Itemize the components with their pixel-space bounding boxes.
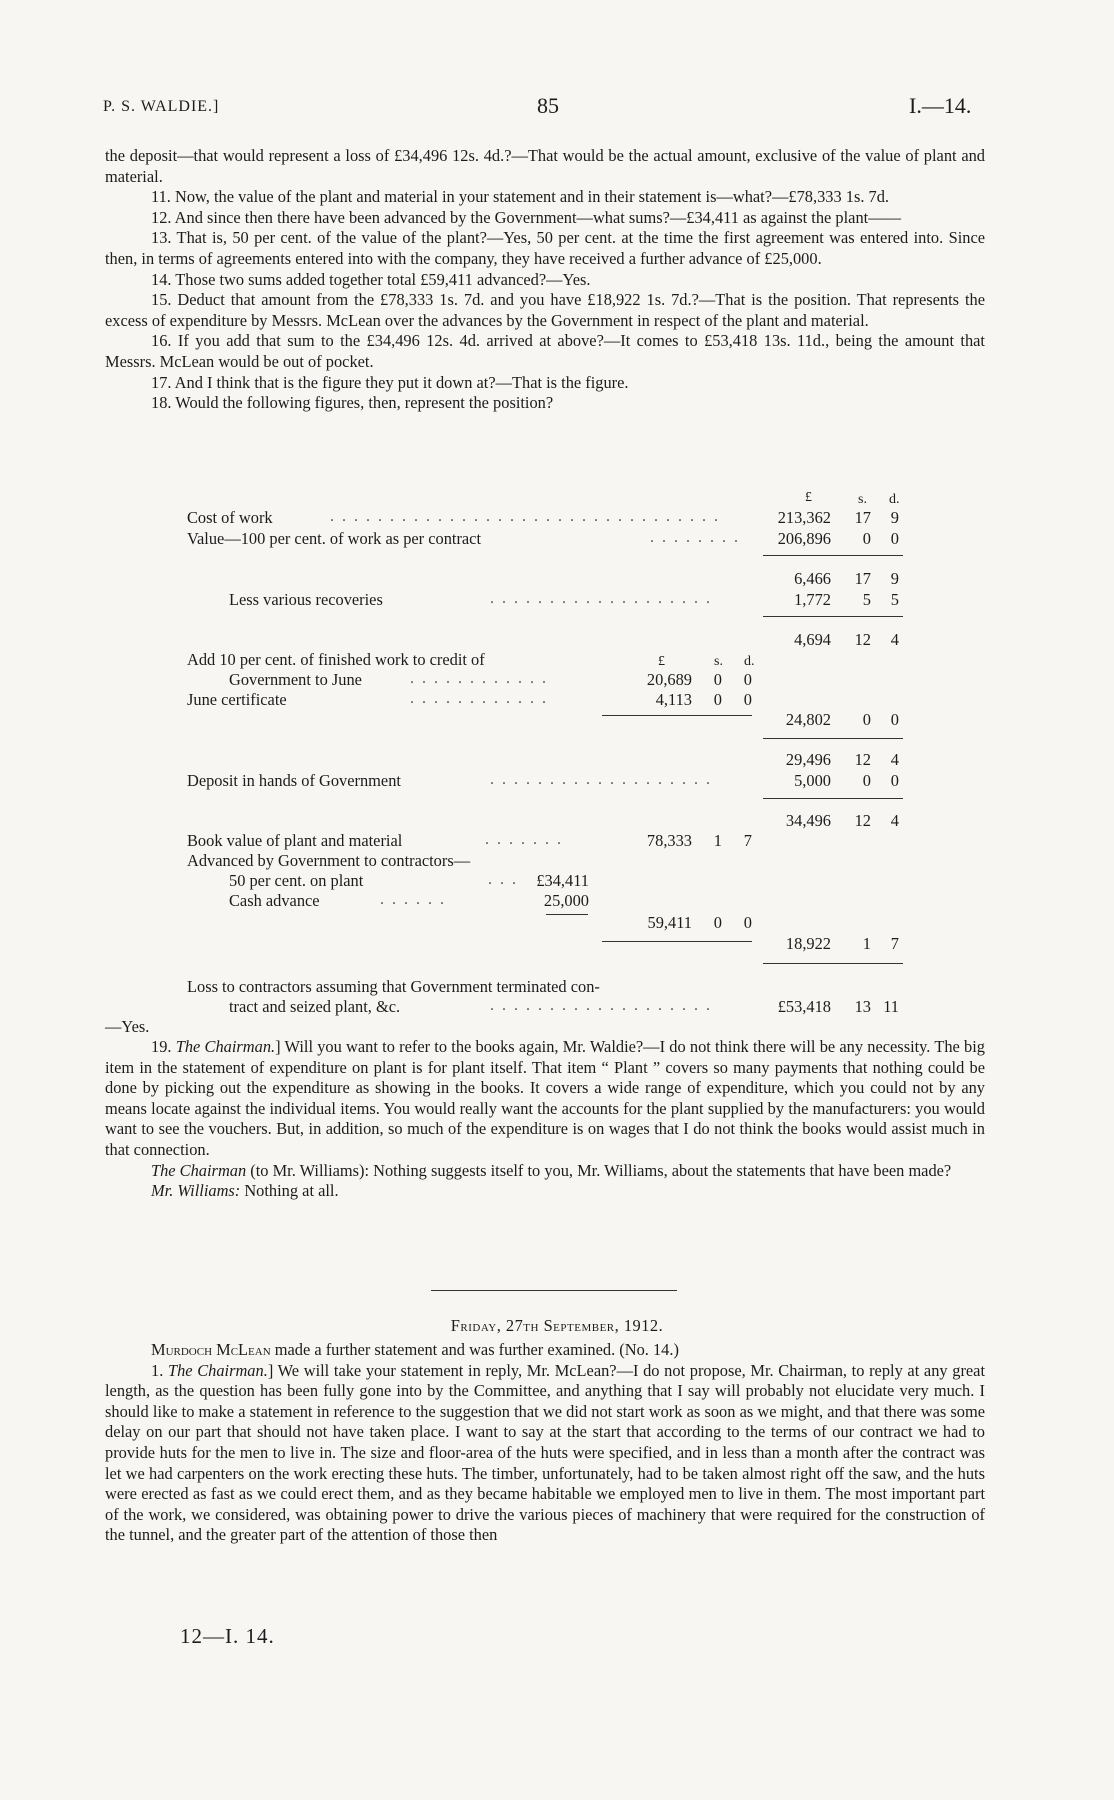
govt-june-d: 0	[743, 670, 752, 689]
paragraph: 13. That is, 50 per cent. of the value of the plant?—Yes, 50 per cent. at the time the first agreement was entered into. Since then, in terms of agreements entered into with the company, they have received a further advance of £25,000.	[105, 228, 985, 268]
subtotal2-s: 12	[854, 630, 871, 649]
add-total-d: 0	[890, 710, 899, 729]
paragraph: 16. If you add that sum to the £34,496 12s. 4d. arrived at above?—It comes to £53,418 13s. 11d., being the amount that Messrs. McLean would be out of pocket.	[105, 331, 985, 371]
deposit-s: 0	[862, 771, 871, 790]
loss-total-d: 11	[883, 997, 899, 1016]
section-divider	[431, 1290, 677, 1291]
book-value-d: 7	[743, 831, 752, 850]
paragraph: 17. And I think that is the figure they put it down at?—That is the figure.	[151, 372, 629, 392]
inner-head-d: d.	[744, 654, 755, 669]
june-cert-label: June certificate	[187, 690, 287, 709]
value-of-work-pounds: 206,896	[777, 529, 831, 548]
cost-of-work-pounds: 213,362	[777, 508, 831, 527]
loss-label-2: tract and seized plant, &c.	[229, 997, 401, 1016]
subtotal3-pounds: 29,496	[785, 750, 831, 769]
subtotal3-s: 12	[854, 750, 871, 769]
section-paragraph-1: 1. The Chairman.] We will take your statement in reply, Mr. McLean?—I do not propose, Mr. Chairman, to reply at any great length, as the question has been fully gone into by the Committee, and anything that I say will probably not elucidate very much. I should like to make a statement in reference to the suggestion that we did not start work as soon as we might, and that there was some delay on our part that should not have taken place. I want to say at the start that according to the terms of our contract we had to provide huts for the men to live in. The size and floor-area of the huts were specified, and in less than a month after the contract was let we had carpenters on the work erecting these huts. The timber, unfortunately, had to be taken almost right off the saw, and the huts were erected as fast as we could erect them, and as they became habitable we employed men to live in them. The most important part of the work, we considered, was obtaining power to drive the various pieces of machinery that were required for the construction of the tunnel, and the greater part of the attention of those then	[105, 1360, 986, 1545]
discussion-paragraphs	[105, 1037, 985, 1202]
recoveries-pounds: 1,772	[794, 590, 831, 609]
rule	[546, 914, 588, 915]
paragraph: 12. And since then there have been advanced by the Government—what sums?—£34,411 as against the plant——	[151, 207, 901, 227]
loss-label-1: Loss to contractors assuming that Government terminated con-	[187, 977, 600, 996]
rule	[763, 616, 903, 617]
cost-of-work-s: 17	[854, 508, 871, 527]
plant-excess-pounds: 18,922	[785, 934, 831, 953]
leader-dots: . . . . . . . .	[650, 529, 740, 546]
rule	[763, 963, 903, 964]
rule	[602, 715, 752, 716]
paragraph-williams: Mr. Williams: Nothing at all.	[151, 1181, 339, 1201]
col-head-pence: d.	[889, 492, 900, 507]
subtotal4-d: 4	[890, 811, 899, 830]
paragraph: 14. Those two sums added together total £59,411 advanced?—Yes.	[151, 269, 591, 289]
leader-dots: . . . . . . . . . . . . . . . . . . .	[490, 590, 712, 607]
subtotal1-d: 9	[890, 569, 899, 588]
subtotal1-pounds: 6,466	[794, 569, 831, 588]
yes-answer: —Yes.	[105, 1017, 150, 1036]
paragraph: 18. Would the following figures, then, represent the position?	[151, 393, 554, 413]
leader-dots: . . . . . . . . . . . . . . . . . . .	[490, 771, 712, 788]
col-head-pounds: £	[805, 490, 812, 505]
june-cert-d: 0	[743, 690, 752, 709]
deposit-d: 0	[890, 771, 899, 790]
subtotal2-d: 4	[890, 630, 899, 649]
leader-dots: . . . . . . .	[485, 831, 563, 848]
speaker: The Chairman.	[167, 1360, 268, 1380]
recoveries-s: 5	[862, 590, 871, 609]
recoveries-d: 5	[890, 590, 899, 609]
govt-june-pounds: 20,689	[646, 670, 692, 689]
book-value-pounds: 78,333	[646, 831, 692, 850]
speaker: The Chairman	[151, 1160, 247, 1180]
section-intro: Murdoch McLean made a further statement and was further examined. (No. 14.)	[151, 1340, 679, 1359]
paragraph: the deposit—that would represent a loss of £34,496 12s. 4d.?—That would be the actual amount, exclusive of the value of plant and material.	[105, 146, 985, 186]
section-body	[105, 1340, 985, 1546]
rule	[763, 555, 903, 556]
page-number: 85	[537, 93, 559, 118]
rule	[763, 798, 903, 799]
value-of-work-s: 0	[862, 529, 871, 548]
govt-june-s: 0	[713, 670, 722, 689]
leader-dots: . . .	[488, 871, 518, 888]
section-date: Friday, 27th September, 1912.	[450, 1316, 664, 1335]
june-cert-pounds: 4,113	[655, 690, 692, 709]
paragraph-19: 19. The Chairman.] Will you want to refer to the books again, Mr. Waldie?—I do not think there will be any necessity. The big item in the statement of expenditure on plant is for plant itself. That item “ Plant ” covers so many payments that nothing could be done by picking out the expenditure as showing in the books. It covers a wide range of expenditure, which you could not by any means locate against the individual items. You would really want the accounts for the plant supplied by the manufacturers: you would want to see the vouchers. But, in addition, so much of the expenditure is on wages that I do not think the books would assist much in that connection.	[105, 1037, 985, 1159]
loss-total-s: 13	[854, 997, 871, 1016]
subtotal2-pounds: 4,694	[794, 630, 831, 649]
advanced-total-d: 0	[743, 913, 752, 932]
paragraph-chairman: The Chairman (to Mr. Williams): Nothing suggests itself to you, Mr. Williams, about the statements that have been made?	[151, 1160, 952, 1180]
cost-of-work-label: Cost of work	[187, 508, 273, 527]
plant-50-label: 50 per cent. on plant	[229, 871, 364, 890]
leader-dots: . . . . . . . . . . . . . . . . . . . . . . . . . . . . . . . . .	[330, 508, 720, 525]
loss-total-pounds: £53,418	[777, 997, 831, 1016]
june-cert-s: 0	[713, 690, 722, 709]
leader-dots: . . . . . . . . . . . .	[410, 670, 548, 687]
add-total-s: 0	[862, 710, 871, 729]
advanced-total-s: 0	[713, 913, 722, 932]
book-value-label: Book value of plant and material	[187, 831, 403, 850]
add-total-pounds: 24,802	[785, 710, 831, 729]
deposit-label: Deposit in hands of Government	[187, 771, 401, 790]
add-label-1: Add 10 per cent. of finished work to credit of	[187, 650, 485, 669]
header-left: P. S. WALDIE.]	[103, 98, 220, 115]
subtotal3-d: 4	[890, 750, 899, 769]
witness-name: Murdoch McLean	[151, 1340, 271, 1359]
speaker: The Chairman.	[175, 1037, 276, 1056]
book-value-s: 1	[713, 831, 722, 850]
leader-dots: . . . . . . . . . . . . . . . . . . .	[490, 997, 712, 1014]
speaker: Mr. Williams:	[151, 1181, 241, 1201]
leader-dots: . . . . . .	[380, 891, 446, 908]
advanced-total-pounds: 59,411	[647, 913, 692, 932]
rule	[602, 941, 752, 942]
advanced-label: Advanced by Government to contractors—	[187, 851, 471, 870]
header-right: I.—14.	[909, 93, 972, 118]
paragraph: 15. Deduct that amount from the £78,333 1s. 7d. and you have £18,922 1s. 7d.?—That is the position. That represents the excess of expenditure by Messrs. McLean over the advances by the Government in respect of the plant and material.	[105, 290, 985, 330]
cash-adv-label: Cash advance	[229, 891, 320, 910]
subtotal4-pounds: 34,496	[785, 811, 831, 830]
cost-of-work-d: 9	[890, 508, 899, 527]
inner-head-pounds: £	[658, 654, 665, 669]
plant-excess-s: 1	[862, 934, 871, 953]
rule	[763, 738, 903, 739]
inner-head-s: s.	[714, 654, 723, 669]
plant-50-amount: £34,411	[536, 871, 589, 890]
subtotal4-s: 12	[854, 811, 871, 830]
deposit-pounds: 5,000	[794, 771, 831, 790]
plant-excess-d: 7	[890, 934, 899, 953]
paragraph: 11. Now, the value of the plant and material in your statement and in their statement is—what?—£78,333 1s. 7d.	[151, 187, 890, 207]
value-of-work-d: 0	[890, 529, 899, 548]
top-paragraphs	[105, 146, 985, 414]
leader-dots: . . . . . . . . . . . .	[410, 690, 548, 707]
recoveries-label: Less various recoveries	[229, 590, 383, 609]
footer-signature: 12—I. 14.	[180, 1624, 275, 1648]
add-label-2: Government to June	[229, 670, 362, 689]
subtotal1-s: 17	[854, 569, 871, 588]
cash-adv-amount: 25,000	[543, 891, 589, 910]
col-head-shillings: s.	[858, 492, 867, 507]
value-of-work-label: Value—100 per cent. of work as per contract	[187, 529, 482, 548]
